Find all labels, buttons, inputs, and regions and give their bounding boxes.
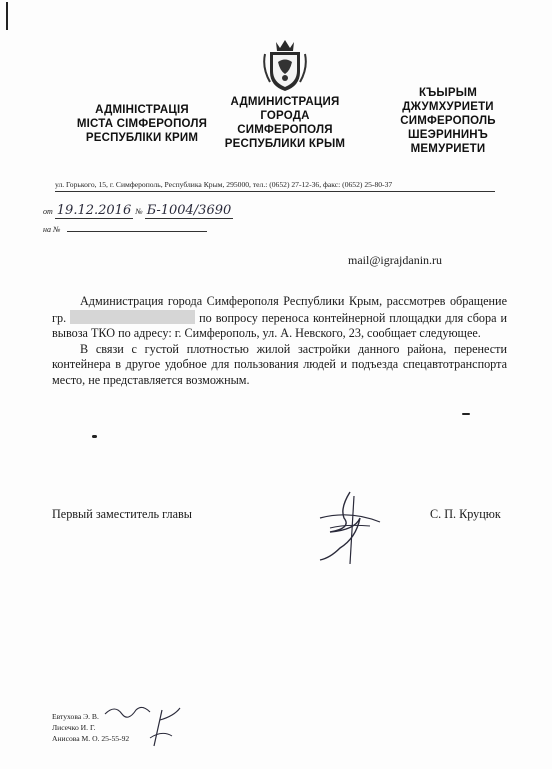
executor-line: Анисова М. О. 25-55-92	[52, 734, 130, 743]
signatory-name: С. П. Круцюк	[430, 507, 501, 521]
header-ua-line: РЕСПУБЛІКИ КРИМ	[85, 132, 199, 144]
scan-edge-mark	[6, 2, 8, 30]
blank-line	[67, 231, 207, 232]
paragraph-1	[52, 294, 507, 342]
redacted-name	[70, 310, 195, 324]
scan-speck	[92, 435, 97, 438]
header-crh-line: ДЖУМХУРИЕТИ	[402, 101, 494, 113]
paragraph-1-end: по вопросу переноса контейнерной площадки для сбора и вывоза ТКО по адресу: г. Симферополь, ул. А. Невского, 23, сообщает следующее.	[52, 310, 507, 341]
header-ru-line: СИМФЕРОПОЛЯ	[237, 124, 333, 136]
header-crh-line: МЕМУРИЕТИ	[410, 143, 486, 155]
registration-line	[43, 203, 233, 219]
from-label: от	[43, 207, 53, 216]
header-ru-line: РЕСПУБЛИКИ КРЫМ	[224, 138, 346, 150]
header-crimean-tatar	[378, 86, 518, 156]
header-ukrainian	[62, 103, 222, 145]
crimea-coat-of-arms-emblem	[262, 38, 308, 92]
address-line: ул. Горького, 15, г. Симферополь, Республика Крым, 295000, тел.: (0652) 27-12-36, факс: (0652) 25-80-37	[55, 180, 393, 189]
paragraph-1-start: Администрация города Симферополя Республики Крым, рассмотрев обращение гр.	[52, 294, 507, 325]
number-label: №	[135, 207, 143, 216]
letter-body	[52, 294, 507, 389]
header-crh-line: ШЕЭРИНИНЪ	[407, 129, 489, 141]
header-ru-line: АДМИНИСТРАЦИЯ	[230, 96, 340, 108]
on-number-label: на №	[43, 225, 61, 234]
reference-number-line	[43, 225, 207, 234]
executor-line: Лисечко И. Г.	[52, 723, 96, 732]
recipient-email: mail@igrajdanin.ru	[348, 253, 443, 267]
executor-initials-scribble	[100, 700, 190, 750]
paragraph-2: В связи с густой плотностью жилой застройки данного района, перенести контейнера в другое удобное для пользования людей и подъезда спецавтотранспорта место, не представляется возможным.	[52, 341, 507, 387]
header-crh-line: КЪЫРЫМ	[419, 87, 477, 99]
header-ru-line: ГОРОДА	[260, 110, 310, 122]
header-ua-line: МІСТА СІМФЕРОПОЛЯ	[76, 118, 208, 130]
scan-speck	[462, 413, 470, 415]
header-divider	[55, 191, 495, 192]
executor-line: Евтухова Э. В.	[52, 712, 99, 721]
registration-number: Б-1004/3690	[146, 203, 232, 218]
header-ua-line: АДМІНІСТРАЦІЯ	[95, 104, 189, 116]
header-russian	[210, 95, 360, 151]
registration-date: 19.12.2016	[56, 203, 132, 218]
handwritten-signature	[310, 488, 390, 566]
header-crh-line: СИМФЕРОПОЛЬ	[400, 115, 496, 127]
signatory-position: Первый заместитель главы	[52, 507, 192, 521]
